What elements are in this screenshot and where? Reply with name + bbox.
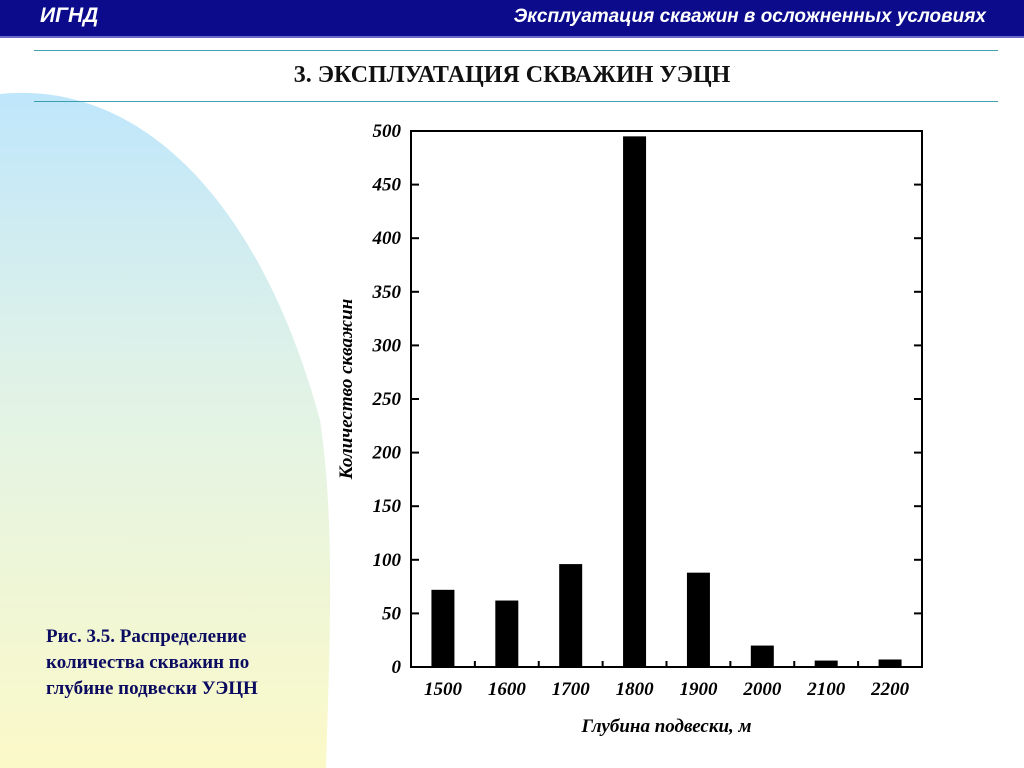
header-institute: ИГНД	[40, 4, 99, 27]
x-tick-label: 2100	[807, 679, 846, 700]
y-tick-label: 100	[372, 549, 401, 571]
y-tick-label: 500	[372, 121, 401, 142]
x-tick-label: 2200	[871, 679, 910, 700]
header-course-title: Эксплуатация скважин в осложненных условиях	[513, 6, 986, 27]
caption-line: Рис. 3.5. Распределение	[46, 626, 247, 647]
y-tick-label: 150	[372, 496, 401, 518]
plot-frame	[411, 131, 922, 667]
x-tick-label: 1600	[487, 679, 526, 700]
bar-1600	[495, 601, 518, 667]
bar-1700	[559, 564, 582, 667]
bar-1800	[623, 136, 646, 667]
caption-line: количества скважин по	[46, 652, 250, 673]
bar-1500	[431, 590, 454, 667]
y-tick-label: 300	[372, 335, 401, 357]
bar-1900	[687, 573, 710, 667]
y-tick-label: 0	[391, 657, 401, 678]
x-tick-label: 1700	[551, 679, 590, 700]
x-axis-label: Глубина подвески, м	[581, 716, 752, 737]
x-tick-label: 1900	[679, 679, 718, 700]
x-tick-label: 1500	[423, 679, 462, 700]
x-tick-label: 1800	[615, 679, 654, 700]
y-tick-label: 200	[372, 442, 401, 464]
y-axis-label: Количество скважин	[336, 298, 357, 480]
figure-caption	[46, 624, 326, 702]
y-tick-label: 400	[372, 228, 401, 250]
y-tick-label: 50	[382, 603, 401, 625]
y-tick-label: 350	[372, 281, 401, 303]
y-tick-label: 250	[372, 389, 401, 410]
x-tick-label: 2000	[743, 679, 782, 700]
y-tick-label: 450	[372, 174, 401, 196]
caption-line: глубине подвески УЭЦН	[46, 678, 258, 699]
page-title: 3. ЭКСПЛУАТАЦИЯ СКВАЖИН УЭЦН	[293, 62, 731, 88]
